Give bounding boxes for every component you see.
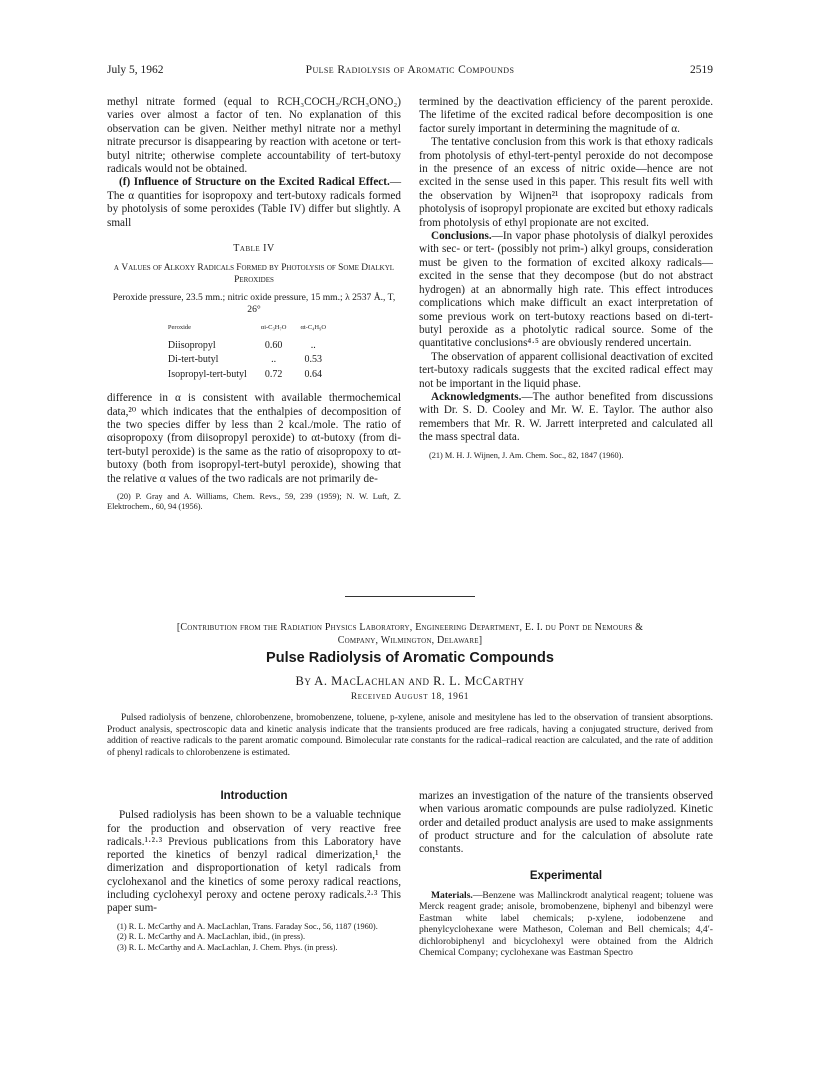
section-heading-acknowledgments: Acknowledgments. — [431, 390, 522, 403]
paragraph-body: —In vapor phase photolysis of dialkyl peroxides with sec- or tert- (possibly not prim-) alkyl groups, consideration must be given to the formation of excited alkoxy radicals—excited in the sense that they decompose (but do not abstract hydrogen) at an abnormally high rate. This effect introduces complications which make difficult an exact interpretation of some previous work on tert-butoxy reactions based on di-tert-butyl peroxide as a photolytic radical source. Some of the quantitative conclusions⁴·⁵ are obviously rendered uncertain. — [419, 230, 713, 350]
footnote: (2) R. L. McCarthy and A. MacLachlan, ibid., (in press). — [117, 932, 306, 942]
table-header-cell: αt-C₄H₉O — [300, 324, 327, 332]
section-heading-experimental: Experimental — [529, 870, 603, 883]
received-date: Received August 18, 1961 — [350, 692, 470, 702]
table-row — [168, 353, 340, 367]
footnote: (1) R. L. McCarthy and A. MacLachlan, Trans. Faraday Soc., 56, 1187 (1960). — [117, 921, 378, 931]
section-heading-introduction: Introduction — [220, 790, 288, 802]
paragraph-body: —The author benefited from discussions with Dr. S. D. Cooley and Mr. W. E. Taylor. The author also remembers that Mr. R. W. Jarrett interpreted and calculated all the mass spectral data. — [419, 390, 713, 444]
header-date: July 5, 1962 — [107, 64, 164, 76]
paragraph: difference in α is consistent with available thermochemical data,²⁰ which indicates that the enthalpies of decomposition of the two species differ by less than 2 kcal./mole. The ratio of αisopropoxy (from diisopropyl peroxide) to αt-butoxy (from di-tert-butyl peroxide) is the same as the ratio of αisopropoxy to αt-butoxy (both from isopropyl-tert-butyl peroxide), showing that the relative α values of the two radicals are not primarily de- — [107, 392, 401, 485]
lower-right-column — [419, 790, 713, 959]
paragraph: Pulsed radiolysis has been shown to be a valuable technique for the production and observation of very reactive free radicals.¹·²·³ Previous publications from this Laboratory have reported the kinetics of benzyl radical dimerization,¹ the dimerization and disproportionation of ketyl radicals from cyclohexanol and the kinetics of some peroxy radical reactions, including cyclohexyl peroxy and octene peroxy radicals.²·³ This paper sum- — [107, 809, 401, 915]
header-page-number: 2519 — [690, 64, 713, 76]
table-caption: α Values of Alkoxy Radicals Formed by Photolysis of Some Dialkyl Peroxides — [113, 263, 395, 285]
subsection-heading: (f) Influence of Structure on the Excited Radical Effect. — [119, 176, 390, 189]
table-cell: 0.72 — [264, 368, 283, 380]
table-cell: Di-tert-butyl — [167, 354, 219, 366]
paragraph — [107, 176, 401, 230]
contribution-note — [107, 622, 713, 647]
paragraph: termined by the deactivation efficiency of the parent peroxide. The lifetime of the excited radical before decomposition is one factor surely important in determining the magnitude of α. — [419, 96, 713, 135]
table-row — [168, 368, 340, 382]
paragraph: The tentative conclusion from this work is that ethoxy radicals from photolysis of ethyl-tert-pentyl peroxide do not decompose in the presence of an excess of nitric oxide—hence are not excited in the sense used in this paper. This result fits well with the observation by Wijnen²¹ that isopropoxy radicals from photolysis of isopropyl propionate are excited but ethoxy radicals from photolysis of ethyl propionate are not excited. — [419, 136, 713, 229]
footnotes — [107, 922, 401, 954]
subsection-heading: Materials. — [431, 889, 473, 901]
upper-right-column — [419, 96, 713, 461]
footnote: (20) P. Gray and A. Williams, Chem. Revs., 59, 239 (1959); N. W. Luft, Z. Elektrochem., 60, 94 (1956). — [107, 491, 401, 512]
page-header — [107, 64, 713, 82]
table-cell: 0.64 — [304, 368, 322, 380]
table-cell: 0.60 — [264, 339, 283, 351]
table-header-cell: Peroxide — [167, 324, 192, 332]
table-cell: .. — [310, 339, 316, 351]
lower-left-column — [107, 790, 401, 953]
table-cell: .. — [271, 354, 277, 366]
article-authors: By A. MacLachlan and R. L. McCarthy — [295, 674, 525, 688]
paragraph-body: —The α quantities for isopropoxy and tert-butoxy radicals formed by photolysis of some peroxides (Table IV) differ but slightly. A small — [107, 176, 401, 229]
footnote: (21) M. H. J. Wijnen, J. Am. Chem. Soc., 82, 1847 (1960). — [429, 450, 624, 460]
paragraph: marizes an investigation of the nature of the transients observed when various aromatic compounds are pulse radiolyzed. Kinetic order and detailed product analysis are used to make assignments of product structure and for the calculation of absolute rate constants. — [419, 790, 713, 856]
paragraph: methyl nitrate formed (equal to RCH₃COCH₃/RCH₃ONO₂) varies over almost a factor of ten. No explanation of this observation can be given. Neither methyl nitrate nor a methyl nitrate precursor is disappearing by reaction with acetone or tert-butyl nitrite; otherwise complete accountability of tert-butoxy radicals would not be obtained. — [107, 96, 401, 176]
table-title: Table IV — [233, 243, 275, 255]
header-running-title: Pulse Radiolysis of Aromatic Compounds — [305, 64, 515, 76]
paragraph-body: —Benzene was Mallinckrodt analytical reagent; toluene was Merck reagent grade; anisole, bromobenzene, biphenyl and bibenzyl were Eastman white label chemicals; p-xylene, iodobenzene and phenylcyclohexane were Matheson, Coleman and Bell chemicals; 4,4′-dichlorobiphenyl and bicyclohexyl were obtained from the Aldrich Chemical Company; cyclohexane was Eastman Spectro — [419, 889, 713, 959]
footnote: (3) R. L. McCarthy and A. MacLachlan, J. Chem. Phys. (in press). — [117, 942, 338, 952]
paragraph — [419, 230, 713, 351]
table-header-cell: αi-C₃H₇O — [260, 324, 287, 332]
paragraph — [419, 890, 713, 959]
paragraph: The observation of apparent collisional deactivation of excited tert-butoxy radicals suggests that the excited radical effect may not be important in the liquid phase. — [419, 350, 713, 390]
contribution-line: [Contribution from the Radiation Physics Laboratory, Engineering Department, E. I. du Pont de Nemours & — [176, 622, 644, 633]
upper-left-column — [107, 96, 401, 513]
table-iv — [168, 321, 340, 382]
abstract: Pulsed radiolysis of benzene, chlorobenzene, bromobenzene, toluene, p-xylene, anisole and mesitylene has led to the observation of transient absorptions. Product analysis, spectroscopic data and kinetic analysis indicate that the transients produced are free radicals, having a conjugated structure, derived from addition of reactive radicals to the parent aromatic compound. Bimolecular rate constants for the radical–radical reaction are calculated, and the rate of addition of phenyl radicals to chlorobenzene is estimated. — [107, 713, 713, 758]
table-row — [168, 339, 340, 353]
section-heading-conclusions: Conclusions. — [431, 230, 492, 243]
article-separator — [345, 596, 475, 597]
table-cell: Isopropyl-tert-butyl — [167, 368, 247, 380]
footnotes — [107, 492, 401, 513]
table-cell: 0.53 — [304, 354, 322, 366]
table-conditions: Peroxide pressure, 23.5 mm.; nitric oxide pressure, 15 mm.; λ 2537 Å., T, 26° — [112, 292, 396, 315]
article-title: Pulse Radiolysis of Aromatic Compounds — [266, 650, 554, 666]
footnotes — [419, 451, 713, 462]
table-cell: Diisopropyl — [167, 339, 216, 351]
paragraph — [419, 391, 713, 445]
table-header-row — [168, 321, 340, 338]
contribution-line: Company, Wilmington, Delaware] — [337, 634, 483, 646]
